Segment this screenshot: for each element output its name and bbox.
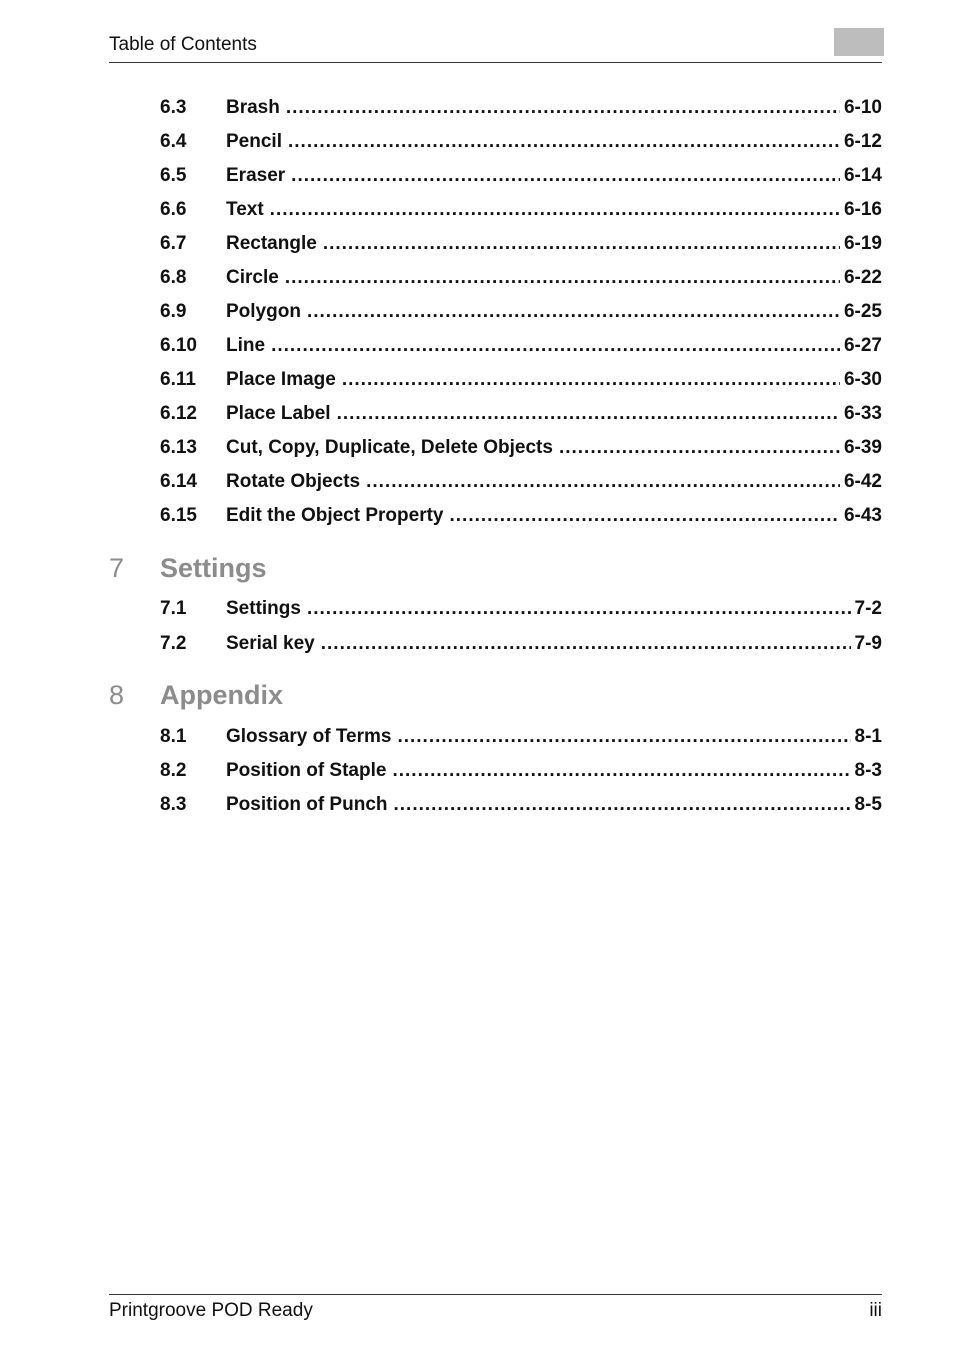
toc-entry-title: Settings <box>226 598 301 619</box>
toc-entry-number: 8.1 <box>160 726 187 747</box>
toc-entry-6-14[interactable] <box>160 471 882 495</box>
page-footer <box>109 1294 882 1329</box>
dot-leader <box>270 199 840 221</box>
dot-leader <box>337 403 840 425</box>
toc-entry-page: 6-10 <box>843 97 882 118</box>
chapter-heading-7[interactable] <box>109 553 267 587</box>
dot-leader <box>366 471 840 493</box>
toc-entry-title: Line <box>226 335 266 356</box>
chapter-number: 7 <box>109 553 125 583</box>
chapter-number: 8 <box>109 680 125 710</box>
dot-leader <box>397 726 850 748</box>
chapter-heading-8[interactable] <box>109 680 283 714</box>
toc-entry-page: 6-33 <box>843 403 882 424</box>
toc-entry-number: 6.13 <box>160 437 197 458</box>
toc-entry-6-9[interactable] <box>160 301 882 325</box>
toc-entry-number: 6.8 <box>160 267 187 288</box>
toc-entry-6-4[interactable] <box>160 131 882 155</box>
toc-entry-page: 6-16 <box>843 199 882 220</box>
toc-entry-title: Polygon <box>226 301 301 322</box>
toc-entry-title: Glossary of Terms <box>226 726 392 747</box>
toc-entry-title: Place Label <box>226 403 331 424</box>
toc-entry-title: Place Image <box>226 369 336 390</box>
dot-leader <box>323 233 840 255</box>
dot-leader <box>449 505 839 527</box>
dot-leader <box>559 437 840 459</box>
dot-leader <box>307 598 851 620</box>
toc-entry-number: 6.10 <box>160 335 197 356</box>
toc-entry-number: 6.7 <box>160 233 187 254</box>
footer-product-name: Printgroove POD Ready <box>109 1300 313 1321</box>
toc-entry-number: 6.3 <box>160 97 187 118</box>
toc-entry-6-6[interactable] <box>160 199 882 223</box>
toc-entry-7-1[interactable] <box>160 598 882 622</box>
toc-entry-number: 8.3 <box>160 794 187 815</box>
toc-entry-6-8[interactable] <box>160 267 882 291</box>
toc-entry-title: Serial key <box>226 633 315 654</box>
toc-entry-title: Cut, Copy, Duplicate, Delete Objects <box>226 437 553 458</box>
toc-entry-title: Position of Punch <box>226 794 388 815</box>
dot-leader <box>394 794 851 816</box>
toc-entry-page: 6-22 <box>843 267 882 288</box>
toc-entry-6-7[interactable] <box>160 233 882 257</box>
dot-leader <box>285 267 840 289</box>
toc-entry-6-5[interactable] <box>160 165 882 189</box>
toc-entry-number: 6.6 <box>160 199 187 220</box>
toc-entry-title: Pencil <box>226 131 282 152</box>
toc-entry-title: Circle <box>226 267 279 288</box>
toc-entry-6-10[interactable] <box>160 335 882 359</box>
chapter-title: Settings <box>160 553 267 583</box>
dot-leader <box>288 131 840 153</box>
toc-entry-title: Brash <box>226 97 280 118</box>
toc-entry-6-12[interactable] <box>160 403 882 427</box>
toc-entry-page: 6-42 <box>843 471 882 492</box>
toc-entry-page: 7-9 <box>854 633 882 654</box>
toc-entry-page: 6-27 <box>843 335 882 356</box>
toc-entry-title: Eraser <box>226 165 286 186</box>
toc-entry-number: 6.12 <box>160 403 197 424</box>
toc-entry-page: 6-30 <box>843 369 882 390</box>
dot-leader <box>291 165 840 187</box>
header-title: Table of Contents <box>109 34 257 55</box>
toc-entry-number: 6.11 <box>160 369 196 390</box>
toc-entry-number: 7.1 <box>160 598 187 619</box>
toc-entry-title: Text <box>226 199 264 220</box>
dot-leader <box>321 633 851 655</box>
toc-entry-number: 6.5 <box>160 165 187 186</box>
toc-entry-page: 8-3 <box>854 760 882 781</box>
toc-entry-page: 6-43 <box>843 505 882 526</box>
toc-entry-title: Edit the Object Property <box>226 505 444 526</box>
dot-leader <box>307 301 840 323</box>
toc-entry-6-3[interactable] <box>160 97 882 121</box>
dot-leader <box>286 97 840 119</box>
toc-entry-7-2[interactable] <box>160 633 882 657</box>
toc-entry-title: Position of Staple <box>226 760 387 781</box>
dot-leader <box>342 369 840 391</box>
toc-entry-page: 8-1 <box>854 726 882 747</box>
toc-entry-number: 6.9 <box>160 301 187 322</box>
toc-entry-page: 6-25 <box>843 301 882 322</box>
toc-entry-6-15[interactable] <box>160 505 882 529</box>
toc-entry-page: 6-19 <box>843 233 882 254</box>
toc-entry-number: 6.15 <box>160 505 197 526</box>
toc-entry-number: 7.2 <box>160 633 187 654</box>
toc-entry-8-3[interactable] <box>160 794 882 818</box>
toc-entry-6-13[interactable] <box>160 437 882 461</box>
toc-entry-title: Rectangle <box>226 233 317 254</box>
dot-leader <box>271 335 840 357</box>
chapter-tab-marker <box>834 28 884 56</box>
chapter-title: Appendix <box>160 680 284 710</box>
toc-entry-page: 6-14 <box>843 165 882 186</box>
toc-entry-number: 8.2 <box>160 760 187 781</box>
page-header <box>109 28 882 63</box>
footer-page-number: iii <box>869 1300 882 1321</box>
toc-entry-6-11[interactable] <box>160 369 882 393</box>
toc-entry-page: 6-12 <box>843 131 882 152</box>
toc-entry-number: 6.4 <box>160 131 187 152</box>
toc-entry-8-2[interactable] <box>160 760 882 784</box>
toc-entry-number: 6.14 <box>160 471 197 492</box>
toc-entry-page: 7-2 <box>854 598 882 619</box>
toc-entry-title: Rotate Objects <box>226 471 361 492</box>
toc-entry-8-1[interactable] <box>160 726 882 750</box>
toc-entry-page: 6-39 <box>843 437 882 458</box>
toc-entry-page: 8-5 <box>854 794 882 815</box>
dot-leader <box>392 760 850 782</box>
